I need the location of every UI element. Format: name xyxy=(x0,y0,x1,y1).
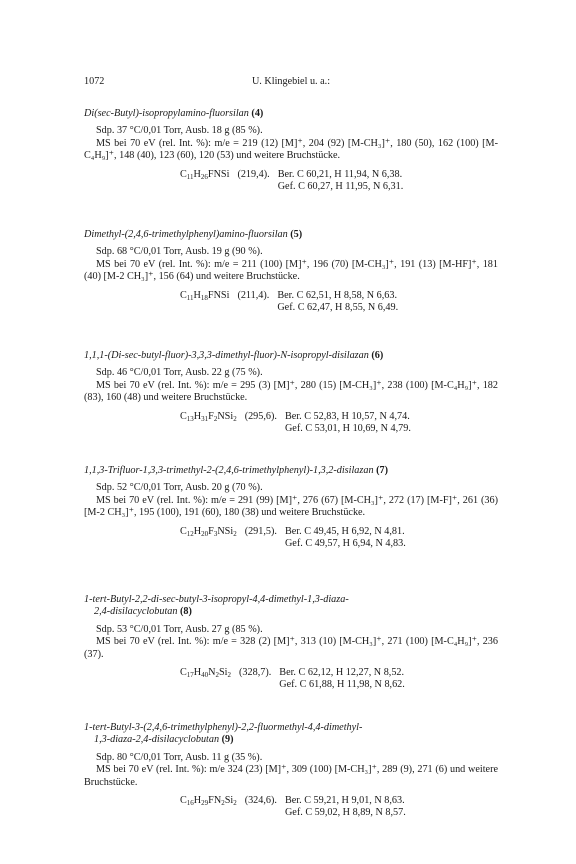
molecular-formula: $C_{16}H_{29}FN_2Si_2$ xyxy=(180,795,237,808)
found-values: Gef. C 53,01, H 10,69, N 4,79. xyxy=(284,423,411,435)
molecular-weight: (324,6). xyxy=(244,795,277,807)
boiling-point-yield: Sdp. 46 °C/0,01 Torr, Ausb. 22 g (75 %). xyxy=(96,367,263,379)
molecular-formula: $C_{17}H_{40}N_2Si_2$ xyxy=(180,667,232,680)
compound-entry-4 xyxy=(84,108,498,193)
found-values: Gef. C 60,27, H 11,95, N 6,31. xyxy=(277,181,404,193)
molecular-weight: (211,4). xyxy=(237,289,270,301)
molecular-weight: (295,6). xyxy=(244,410,277,422)
running-head: U. Klingebiel u. a.: xyxy=(251,76,331,87)
boiling-point-yield: Sdp. 37 °C/0,01 Torr, Ausb. 18 g (85 %). xyxy=(96,125,263,137)
compound-title: 1-tert-Butyl-3-(2,4,6-trimethylphenyl)-2,2-fluormethyl-4,4-dimethyl- xyxy=(84,722,363,733)
page-number: 1072 xyxy=(84,76,105,87)
boiling-point-yield: Sdp. 53 °C/0,01 Torr, Ausb. 27 g (85 %). xyxy=(96,623,263,635)
molecular-formula: $C_{12}H_{20}F_3NSi_2$ xyxy=(180,525,237,538)
elemental-analysis xyxy=(180,411,411,436)
calculated-values: Ber. C 52,83, H 10,57, N 4,74. xyxy=(284,410,410,422)
compound-entry-9 xyxy=(84,722,498,820)
calculated-values: Ber. C 62,12, H 12,27, N 8,52. xyxy=(279,667,405,679)
compound-number: (4) xyxy=(251,108,264,119)
compound-title: 1,1,3-Trifluor-1,3,3-trimethyl-2-(2,4,6-trimethylphenyl)-1,3,2-disilazan (7) xyxy=(84,465,388,476)
boiling-point-yield: Sdp. 80 °C/0,01 Torr, Ausb. 11 g (35 %). xyxy=(96,751,263,763)
molecular-formula: $C_{11}H_{18}FNSi$ xyxy=(180,289,230,302)
compound-entry-5 xyxy=(84,229,498,314)
compound-entry-6 xyxy=(84,350,498,435)
compound-title: Dimethyl-(2,4,6-trimethylphenyl)amino-fluorsilan (5) xyxy=(84,229,303,240)
molecular-formula: $C_{11}H_{26}FNSi$ xyxy=(180,168,230,181)
found-values: Gef. C 61,88, H 11,98, N 8,62. xyxy=(279,679,405,691)
boiling-point-yield: Sdp. 52 °C/0,01 Torr, Ausb. 20 g (70 %). xyxy=(96,482,263,494)
mass-spectrum: MS bei 70 eV (rel. Int. %): m/e = 291 (99) [M]⁺, 276 (67) [M-CH₃]⁺, 272 (17) [M-F]⁺, 261 (36) [M-2 CH₃]⁺, 195 (100), 191 (60), 180 (38) und weitere Bruchstücke. xyxy=(84,494,498,519)
elemental-analysis xyxy=(180,795,406,820)
compound-title-line2: 2,4-disilacyclobutan (8) xyxy=(94,606,192,618)
elemental-analysis xyxy=(180,169,403,194)
mass-spectrum: MS bei 70 eV (rel. Int. %): m/e = 328 (2) [M]⁺, 313 (10) [M-CH₃]⁺, 271 (100) [M-C₄H₉]⁺, 236 (37). xyxy=(84,636,498,660)
page-header xyxy=(84,76,498,90)
molecular-weight: (219,4). xyxy=(237,168,270,180)
compound-number: (8) xyxy=(180,606,192,618)
elemental-analysis xyxy=(180,526,406,551)
compound-entry-8 xyxy=(84,594,498,692)
compound-title: 1-tert-Butyl-2,2-di-sec-butyl-3-isopropyl-4,4-dimethyl-1,3-diaza- xyxy=(84,594,349,605)
compound-number: (5) xyxy=(290,229,303,240)
elemental-analysis xyxy=(180,667,405,692)
mass-spectrum: MS bei 70 eV (rel. Int. %): m/e 324 (23) [M]⁺, 309 (100) [M-CH₃]⁺, 289 (9), 271 (6) und weitere Bruchstücke. xyxy=(84,764,498,788)
compound-number: (7) xyxy=(376,465,388,476)
boiling-point-yield: Sdp. 68 °C/0,01 Torr, Ausb. 19 g (90 %). xyxy=(96,246,263,258)
calculated-values: Ber. C 62,51, H 8,58, N 6,63. xyxy=(277,289,398,301)
molecular-formula: $C_{13}H_{31}F_2NSi_2$ xyxy=(180,410,237,423)
compound-number: (9) xyxy=(221,734,234,746)
found-values: Gef. C 62,47, H 8,55, N 6,49. xyxy=(277,302,399,314)
compound-number: (6) xyxy=(371,350,384,361)
compound-title: Di(sec-Butyl)-isopropylamino-fluorsilan (4) xyxy=(84,108,264,119)
elemental-analysis xyxy=(180,290,398,315)
mass-spectrum: MS bei 70 eV (rel. Int. %): m/e = 295 (3) [M]⁺, 280 (15) [M-CH₃]⁺, 238 (100) [M-C₄H₉]⁺, 182 (83), 160 (48) und weitere Bruchstücke. xyxy=(84,379,498,404)
found-values: Gef. C 49,57, H 6,94, N 4,83. xyxy=(284,538,406,550)
compound-title: 1,1,1-(Di-sec-butyl-fluor)-3,3,3-dimethyl-fluor)-N-isopropyl-disilazan (6) xyxy=(84,350,384,361)
mass-spectrum: MS bei 70 eV (rel. Int. %): m/e = 211 (100) [M]⁺, 196 (70) [M-CH₃]⁺, 191 (13) [M-HF]⁺, 181 (40) [M-2 CH₃]⁺, 156 (64) und weitere Bruchstücke. xyxy=(84,258,498,283)
molecular-weight: (291,5). xyxy=(244,525,277,537)
calculated-values: Ber. C 60,21, H 11,94, N 6,38. xyxy=(277,168,403,180)
calculated-values: Ber. C 49,45, H 6,92, N 4,81. xyxy=(284,525,405,537)
mass-spectrum: MS bei 70 eV (rel. Int. %): m/e = 219 (12) [M]⁺, 204 (92) [M-CH₃]⁺, 180 (50), 162 (100) [M-C₄H₉]⁺, 148 (40), 123 (60), 120 (53) und weitere Bruchstücke. xyxy=(84,137,498,162)
found-values: Gef. C 59,02, H 8,89, N 8,57. xyxy=(284,807,406,819)
compound-title-line2: 1,3-diaza-2,4-disilacyclobutan (9) xyxy=(94,734,234,746)
compound-entry-7 xyxy=(84,465,498,550)
calculated-values: Ber. C 59,21, H 9,01, N 8,63. xyxy=(284,795,405,807)
molecular-weight: (328,7). xyxy=(239,667,272,679)
